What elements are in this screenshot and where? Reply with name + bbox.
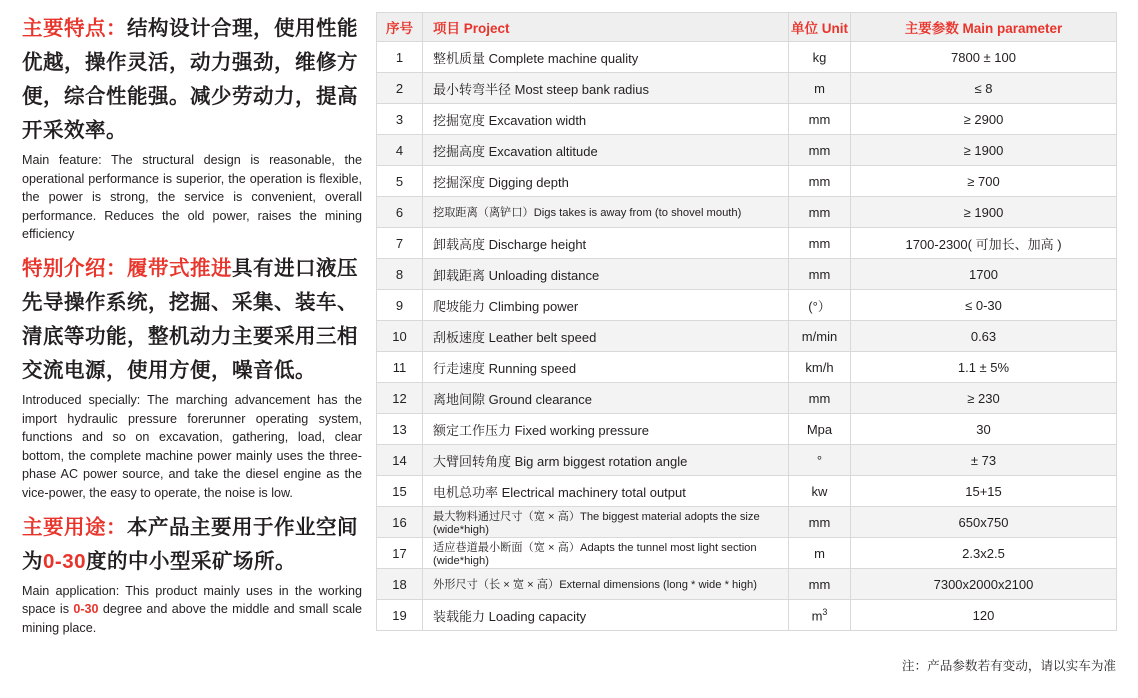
special-intro-heading-label: 特别介绍：履带式推进: [22, 256, 232, 280]
cell-unit: km/h: [789, 352, 851, 383]
cell-unit: mm: [789, 166, 851, 197]
main-feature-block: [22, 12, 362, 244]
main-application-heading-text-1: 本产品主要用于作业空间为: [22, 515, 358, 573]
special-intro-heading-text: 具有进口液压先导操作系统，挖掘、采集、装车、清底等功能，整机动力主要采用三相交流电源，使用方便，噪音低。: [22, 256, 358, 382]
cell-project: 卸载距离 Unloading distance: [423, 259, 789, 290]
table-row: [377, 445, 1117, 476]
table-row: [377, 507, 1117, 538]
cell-unit: $m^3$: [789, 600, 851, 631]
table-row: [377, 569, 1117, 600]
cell-parameter: 7800 ± 100: [851, 42, 1117, 73]
cell-unit: mm: [789, 259, 851, 290]
cell-no: 8: [377, 259, 423, 290]
cell-no: 16: [377, 507, 423, 538]
cell-no: 12: [377, 383, 423, 414]
cell-project: 整机质量 Complete machine quality: [423, 42, 789, 73]
main-application-heading: [22, 511, 362, 579]
cell-parameter: 120: [851, 600, 1117, 631]
cell-parameter: ± 73: [851, 445, 1117, 476]
table-row: [377, 321, 1117, 352]
table-row: [377, 600, 1117, 631]
cell-project: 适应巷道最小断面（宽 × 高）Adapts the tunnel most light section (wide*high): [423, 538, 789, 569]
cell-unit: mm: [789, 383, 851, 414]
spec-table-wrapper: [376, 12, 1116, 631]
main-application-paragraph-part2: degree and above the middle and small scale mining place.: [22, 602, 362, 635]
cell-unit: mm: [789, 228, 851, 259]
table-note: 注：产品参数若有变动，请以实车为准: [901, 659, 1116, 673]
cell-project: 刮板速度 Leather belt speed: [423, 321, 789, 352]
cell-project: 挖取距离（离铲口）Digs takes is away from (to shovel mouth): [423, 197, 789, 228]
main-application-block: [22, 511, 362, 638]
cell-unit: m: [789, 538, 851, 569]
main-application-paragraph-range: 0-30: [73, 602, 99, 617]
cell-parameter: ≤ 8: [851, 73, 1117, 104]
cell-project: 挖掘宽度 Excavation width: [423, 104, 789, 135]
cell-no: 13: [377, 414, 423, 445]
special-intro-paragraph: Introduced specially: The marching advancement has the import hydraulic pressure forerunner operating system, functions and so on excavation, gathering, load, clear bottom, the complete machine power mainly uses the three-phase AC power source, and take the diesel engine as the vice-power, the easy to operate, the noise is low.: [22, 392, 362, 500]
table-row: [377, 73, 1117, 104]
table-row: [377, 166, 1117, 197]
cell-project: 最小转弯半径 Most steep bank radius: [423, 73, 789, 104]
cell-parameter: ≥ 230: [851, 383, 1117, 414]
table-row: [377, 135, 1117, 166]
cell-no: 11: [377, 352, 423, 383]
main-application-paragraph: [22, 582, 362, 638]
table-row: [377, 383, 1117, 414]
cell-no: 6: [377, 197, 423, 228]
cell-no: 1: [377, 42, 423, 73]
cell-parameter: ≥ 1900: [851, 135, 1117, 166]
cell-no: 4: [377, 135, 423, 166]
table-row: [377, 197, 1117, 228]
table-row: [377, 259, 1117, 290]
table-row: [377, 538, 1117, 569]
cell-parameter: 15+15: [851, 476, 1117, 507]
cell-project: 挖掘高度 Excavation altitude: [423, 135, 789, 166]
cell-no: 9: [377, 290, 423, 321]
table-row: [377, 228, 1117, 259]
table-row: [377, 476, 1117, 507]
cell-unit: mm: [789, 104, 851, 135]
cell-no: 2: [377, 73, 423, 104]
cell-unit: m/min: [789, 321, 851, 352]
cell-project: 卸载高度 Discharge height: [423, 228, 789, 259]
table-row: [377, 414, 1117, 445]
main-application-heading-label: 主要用途：: [22, 515, 127, 539]
cell-unit: mm: [789, 569, 851, 600]
main-feature-heading: [22, 12, 362, 148]
main-application-heading-text-2: 度的中小型采矿场所。: [86, 549, 297, 573]
cell-project: 电机总功率 Electrical machinery total output: [423, 476, 789, 507]
cell-unit: m: [789, 73, 851, 104]
cell-project: 挖掘深度 Digging depth: [423, 166, 789, 197]
cell-unit: kg: [789, 42, 851, 73]
cell-parameter: 7300x2000x2100: [851, 569, 1117, 600]
main-application-paragraph-part1: Main application: This product mainly uses in the working space is: [22, 583, 362, 617]
cell-no: 10: [377, 321, 423, 352]
main-application-heading-range: 0-30: [43, 549, 87, 573]
cell-parameter: 2.3x2.5: [851, 538, 1117, 569]
cell-project: 外形尺寸（长 × 宽 × 高）External dimensions (long * wide * high): [423, 569, 789, 600]
cell-project: 最大物料通过尺寸（宽 × 高）The biggest material adopts the size (wide*high): [423, 507, 789, 538]
cell-no: 19: [377, 600, 423, 631]
cell-no: 18: [377, 569, 423, 600]
cell-no: 14: [377, 445, 423, 476]
cell-parameter: ≥ 700: [851, 166, 1117, 197]
cell-parameter: 650x750: [851, 507, 1117, 538]
table-header-row: [377, 13, 1117, 42]
cell-unit: °: [789, 445, 851, 476]
column-header-parameter: 主要参数 Main parameter: [851, 13, 1117, 42]
cell-no: 17: [377, 538, 423, 569]
table-row: [377, 352, 1117, 383]
column-header-project: 项目 Project: [423, 13, 789, 42]
cell-parameter: 1700: [851, 259, 1117, 290]
special-intro-block: [22, 252, 362, 503]
cell-project: 装载能力 Loading capacity: [423, 600, 789, 631]
cell-no: 7: [377, 228, 423, 259]
cell-unit: mm: [789, 507, 851, 538]
cell-project: 爬坡能力 Climbing power: [423, 290, 789, 321]
spec-table-body: [377, 42, 1117, 631]
column-header-unit: 单位 Unit: [789, 13, 851, 42]
cell-project: 行走速度 Running speed: [423, 352, 789, 383]
main-feature-heading-label: 主要特点：: [22, 17, 127, 40]
cell-unit: (°）: [789, 290, 851, 321]
cell-parameter: ≥ 1900: [851, 197, 1117, 228]
main-feature-paragraph: Main feature: The structural design is reasonable, the operational performance is superior, the operation is flexible, the power is strong, the service is convenient, overall performance. Reduces the old power, raises the mining efficiency: [22, 153, 362, 242]
cell-project: 大臂回转角度 Big arm biggest rotation angle: [423, 445, 789, 476]
cell-unit: mm: [789, 135, 851, 166]
cell-parameter: ≥ 2900: [851, 104, 1117, 135]
cell-project: 额定工作压力 Fixed working pressure: [423, 414, 789, 445]
main-feature-heading-text: 结构设计合理，使用性能优越，操作灵活，动力强劲，维修方便，综合性能强。减少劳动力，提高开采效率。: [22, 17, 358, 142]
cell-no: 5: [377, 166, 423, 197]
table-row: [377, 42, 1117, 73]
cell-parameter: 1700-2300( 可加长、加高 ): [851, 228, 1117, 259]
cell-parameter: 30: [851, 414, 1117, 445]
cell-no: 15: [377, 476, 423, 507]
cell-parameter: 1.1 ± 5%: [851, 352, 1117, 383]
cell-parameter: ≤ 0-30: [851, 290, 1117, 321]
cell-unit: Mpa: [789, 414, 851, 445]
table-row: [377, 290, 1117, 321]
feature-text-column: [22, 12, 362, 643]
cell-parameter: 0.63: [851, 321, 1117, 352]
cell-project: 离地间隙 Ground clearance: [423, 383, 789, 414]
spec-table: [376, 12, 1117, 631]
column-header-no: 序号: [377, 13, 423, 42]
special-intro-heading: [22, 252, 362, 388]
cell-unit: kw: [789, 476, 851, 507]
table-row: [377, 104, 1117, 135]
cell-no: 3: [377, 104, 423, 135]
cell-unit: mm: [789, 197, 851, 228]
